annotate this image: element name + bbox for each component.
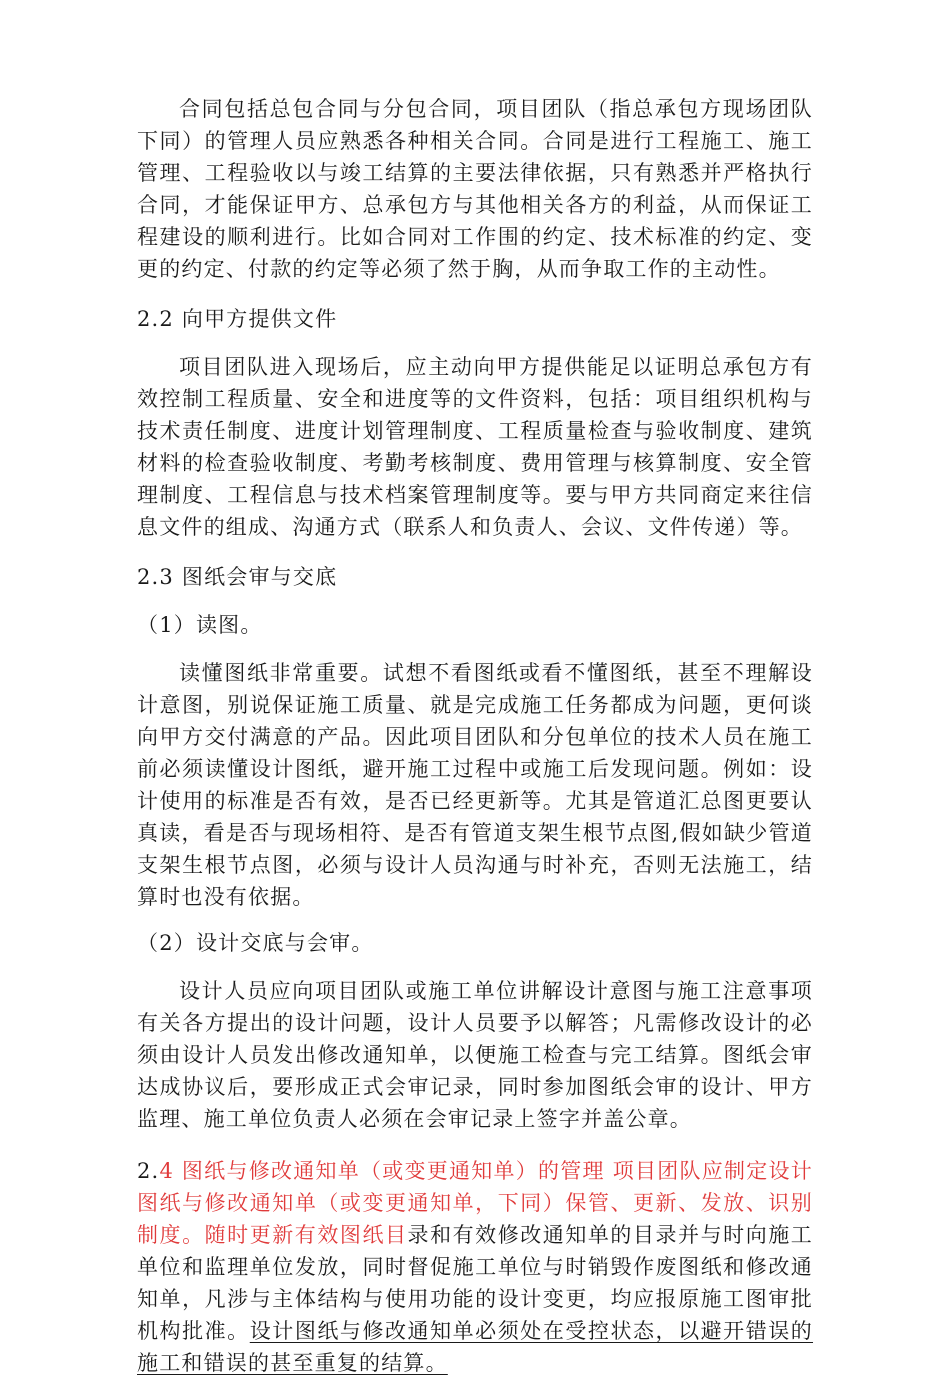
section-number-prefix: 2. — [137, 1159, 160, 1183]
paragraph-drawing-management — [137, 1155, 813, 1379]
paragraph-design-review: 设计人员应向项目团队或施工单位讲解设计意图与施工注意事项有关各方提出的设计问题，设计人员要予以解答；凡需修改设计的必须由设计人员发出修改通知单，以便施工检查与完工结算。图纸会审达成协议后，要形成正式会审记录，同时参加图纸会审的设计、甲方监理、施工单位负责人必须在会审记录上签字并盖公章。 — [137, 979, 813, 1131]
document-page — [137, 93, 813, 1379]
section-heading-2-3: 2.3 图纸会审与交底 — [137, 565, 338, 589]
highlighted-red-text: 4 图纸与修改通知单（或变更通知单）的管理 项目团队应制定设计图纸与修改通知单（或变更通知单，下同）保管、更新、发放、识别制度。随时更新有效图纸目 — [137, 1159, 813, 1247]
body-text: 录和有效修改通知单的目录并与时向施工单位和监理单位发放，同时督促施工单位与时销毁作废图纸和修改通知单，凡涉与主体结构与使用功能的设计变更，均应报原施工图审批机构批准。 — [137, 1223, 813, 1343]
paragraph-contracts: 合同包括总包合同与分包合同，项目团队（指总承包方现场团队下同）的管理人员应熟悉各种相关合同。合同是进行工程施工、施工管理、工程验收以与竣工结算的主要法律依据，只有熟悉并严格执行合同，才能保证甲方、总承包方与其他相关各方的利益，从而保证工程建设的顺利进行。比如合同对工作围的约定、技术标准的约定、变更的约定、付款的约定等必须了然于胸，从而争取工作的主动性。 — [137, 97, 813, 281]
underlined-text: 设计图纸与修改通知单必须处在受控状态，以避开错误的施工和错误的甚至重复的结算。 — [137, 1319, 814, 1375]
subheading-design-review: （2）设计交底与会审。 — [137, 931, 374, 955]
section-heading-2-2: 2.2 向甲方提供文件 — [137, 307, 338, 331]
paragraph-documents: 项目团队进入现场后，应主动向甲方提供能足以证明总承包方有效控制工程质量、安全和进度等的文件资料，包括：项目组织机构与技术责任制度、进度计划管理制度、工程质量检查与验收制度、建筑材料的检查验收制度、考勤考核制度、费用管理与核算制度、安全管理制度、工程信息与技术档案管理制度等。要与甲方共同商定来往信息文件的组成、沟通方式（联系人和负责人、会议、文件传递）等。 — [137, 355, 813, 539]
paragraph-reading-drawings: 读懂图纸非常重要。试想不看图纸或看不懂图纸，甚至不理解设计意图，别说保证施工质量、就是完成施工任务都成为问题，更何谈向甲方交付满意的产品。因此项目团队和分包单位的技术人员在施工前必须读懂设计图纸，避开施工过程中或施工后发现问题。例如：设计使用的标准是否有效，是否已经更新等。尤其是管道汇总图更要认真读，看是否与现场相符、是否有管道支架生根节点图,假如缺少管道支架生根节点图，必须与设计人员沟通与时补充，否则无法施工，结算时也没有依据。 — [137, 661, 813, 909]
subheading-reading-drawings: （1）读图。 — [137, 613, 263, 637]
